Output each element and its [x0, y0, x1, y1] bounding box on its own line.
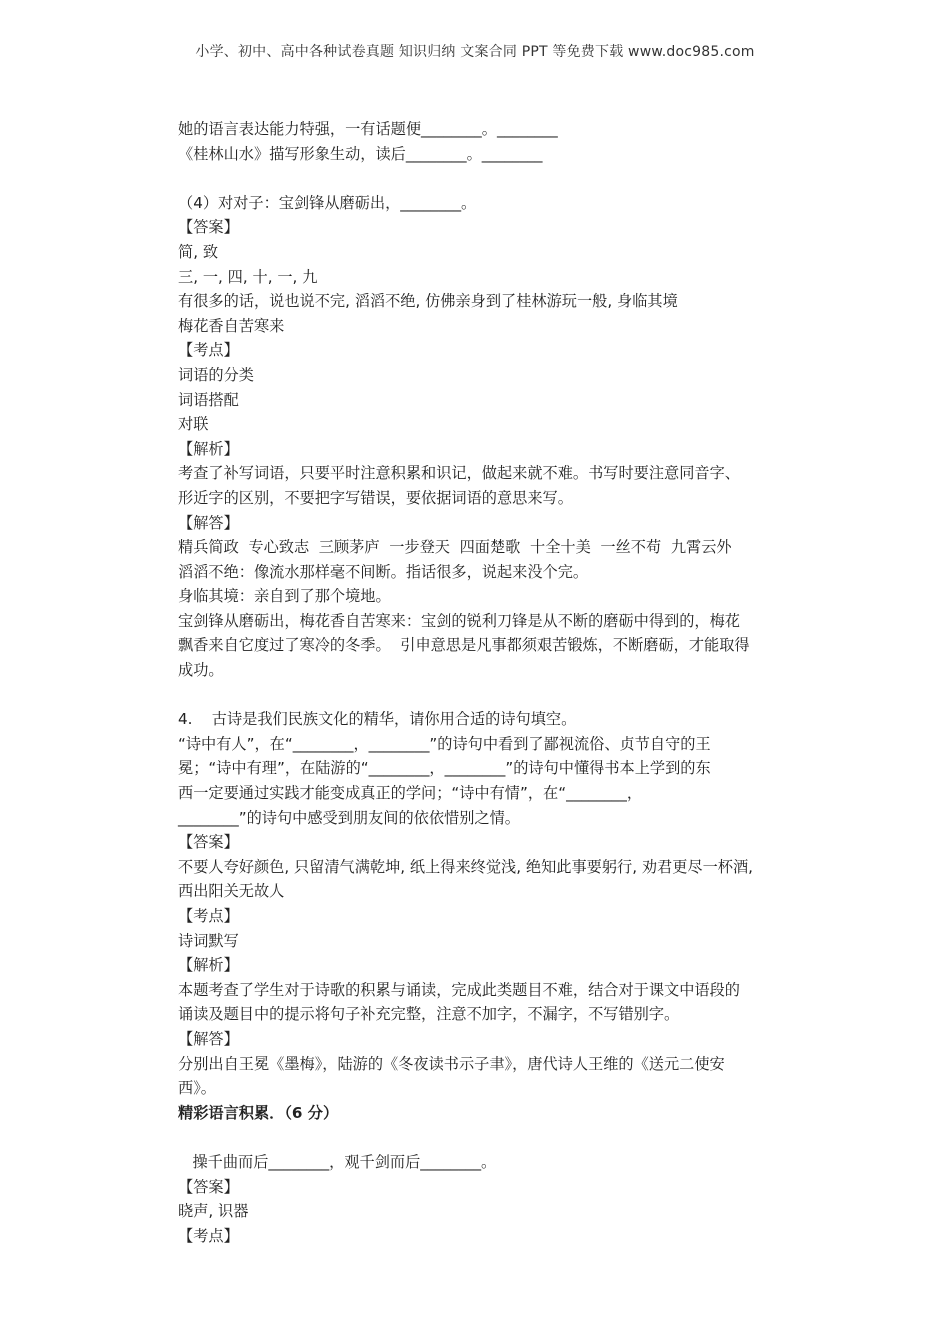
page-header: 小学、初中、高中各种试卷真题 知识归纳 文案合同 PPT 等免费下载 www.doc985.com	[195, 44, 755, 60]
document-body	[178, 117, 810, 1248]
text-line: 《桂林山水》描写形象生动，读后________。________	[178, 144, 543, 163]
blank-line	[178, 166, 810, 191]
answer-heading: 【答案】	[178, 218, 239, 237]
knowledge-point: 对联	[178, 415, 209, 434]
solution-text: 分别出自王冕《墨梅》，陆游的《冬夜读书示子聿》，唐代诗人王维的《送元二使安	[178, 1054, 725, 1073]
question-text: 西一定要通过实践才能变成真正的学问；“诗中有情”，在“________，	[178, 784, 643, 803]
solution-text: 身临其境：亲自到了那个境地。	[178, 587, 391, 606]
answer-line: 简, 致	[178, 242, 219, 261]
question-text: ________”的诗句中感受到朋友间的依依惜别之情。	[178, 808, 520, 827]
knowledge-point-heading: 【考点】	[178, 907, 239, 925]
knowledge-point-heading: 【考点】	[178, 341, 239, 360]
answer-heading: 【答案】	[178, 833, 239, 852]
blank-line	[178, 683, 810, 708]
solution-text: 精兵简政 专心致志 三顾茅庐 一步登天 四面楚歌 十全十美 一丝不苟 九霄云外	[178, 538, 732, 557]
solution-text: 西》。	[178, 1079, 216, 1098]
question-4-couplet: （4）对对子：宝剑锋从磨砺出，________。	[178, 193, 477, 212]
answer-line: 三, 一, 四, 十, 一, 九	[178, 267, 318, 286]
analysis-text: 本题考查了学生对于诗歌的积累与诵读，完成此类题目不难，结合对于课文中语段的	[178, 980, 740, 999]
answer-line: 西出阳关无故人	[178, 882, 285, 901]
question-text: 操千曲而后________，观千剑而后________。	[178, 1152, 497, 1171]
knowledge-point-heading: 【考点】	[178, 1226, 239, 1245]
analysis-text: 诵读及题目中的提示将句子补充完整，注意不加字，不漏字，不写错别字。	[178, 1005, 680, 1024]
solution-text: 宝剑锋从磨砺出，梅花香自苦寒来：宝剑的锐利刀锋是从不断的磨砺中得到的，梅花	[178, 611, 740, 630]
solution-text: 飘香来自它度过了寒冷的冬季。 引申意思是凡事都须艰苦锻炼，不断磨砺，才能取得	[178, 636, 750, 655]
answer-line: 梅花香自苦寒来	[178, 316, 285, 335]
text-line: 她的语言表达能力特强，一有话题便________。________	[178, 120, 558, 138]
solution-heading: 【解答】	[178, 1029, 239, 1048]
knowledge-point: 诗词默写	[178, 931, 239, 950]
section-title: 精彩语言积累．（6 分）	[178, 1103, 339, 1122]
answer-line: 不要人夸好颜色, 只留清气满乾坤, 纸上得来终觉浅, 绝知此事要躬行, 劝君更尽一杯酒,	[178, 857, 754, 876]
analysis-text: 考查了补写词语，只要平时注意积累和识记，做起来就不难。书写时要注意同音字、	[178, 464, 740, 483]
question-text: “诗中有人”，在“________，________”的诗句中看到了鄙视流俗、贞节自守的王	[178, 734, 711, 753]
solution-text: 成功。	[178, 661, 224, 680]
answer-line: 晓声, 识器	[178, 1202, 249, 1221]
knowledge-point: 词语搭配	[178, 390, 239, 409]
question-text: 冕；“诗中有理”，在陆游的“________，________”的诗句中懂得书本上学到的东	[178, 759, 711, 778]
answer-heading: 【答案】	[178, 1177, 239, 1196]
blank-line	[178, 1125, 810, 1150]
analysis-text: 形近字的区别，不要把字写错误，要依据词语的意思来写。	[178, 488, 573, 507]
knowledge-point: 词语的分类	[178, 365, 254, 384]
analysis-heading: 【解析】	[178, 439, 239, 458]
solution-text: 滔滔不绝：像流水那样毫不间断。指话很多，说起来没个完。	[178, 562, 589, 581]
analysis-heading: 【解析】	[178, 956, 239, 975]
question-4-title: 4. 古诗是我们民族文化的精华，请你用合适的诗句填空。	[178, 710, 577, 729]
answer-line: 有很多的话，说也说不完, 滔滔不绝, 仿佛亲身到了桂林游玩一般, 身临其境	[178, 292, 678, 311]
solution-heading: 【解答】	[178, 513, 239, 532]
